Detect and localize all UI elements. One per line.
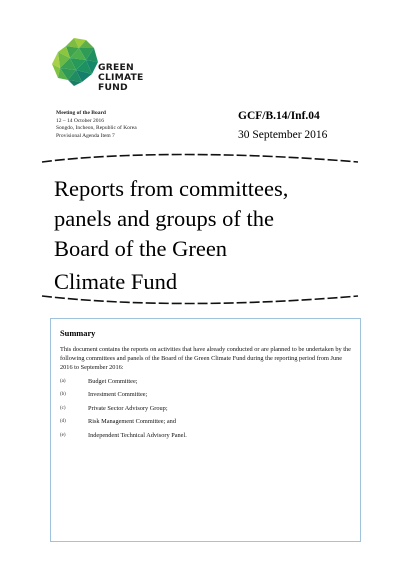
meeting-title: Meeting of the Board: [56, 110, 106, 116]
list-text: Independent Technical Advisory Panel.: [88, 431, 187, 439]
wave-divider-icon: [40, 150, 360, 166]
list-marker: (a): [60, 378, 66, 384]
summary-list: [60, 378, 351, 440]
list-marker: (d): [60, 419, 66, 425]
document-title: [54, 174, 374, 297]
logo-wordmark: [98, 63, 144, 93]
wave-divider-icon: [40, 292, 360, 308]
agenda-item: Provisional Agenda Item 7: [56, 132, 115, 139]
list-text: Investment Committee;: [88, 391, 148, 399]
title-line: Board of the Green: [54, 236, 228, 261]
document-date: 30 September 2016: [238, 129, 328, 141]
list-marker: (b): [60, 392, 66, 398]
list-text: Risk Management Committee; and: [88, 418, 176, 426]
document-reference: GCF/B.14/Inf.04: [238, 110, 320, 122]
title-line: panels and groups of the: [54, 206, 274, 231]
list-text: Budget Committee;: [88, 377, 138, 385]
meeting-info: [56, 110, 137, 140]
list-item: [60, 405, 351, 413]
title-line: Climate Fund: [54, 269, 178, 294]
list-marker: (c): [60, 405, 66, 411]
meeting-location: Songdo, Incheon, Republic of Korea: [56, 125, 137, 132]
list-item: [60, 432, 351, 440]
list-item: [60, 418, 351, 426]
list-text: Private Sector Advisory Group;: [88, 404, 168, 412]
summary-body: This document contains the reports on activities that have already conducted or are planned to be undertaken by the following committees and panels of the Board of the Green Climate Fund during the reporting period from June 2016 to September 2016:: [60, 346, 351, 372]
list-item: [60, 378, 351, 386]
logo-line-climate: CLIMATE: [98, 72, 144, 83]
meeting-dates: 12 – 14 October 2016: [56, 117, 104, 124]
list-marker: (e): [60, 432, 66, 438]
list-item: [60, 391, 351, 399]
summary-box: [50, 318, 361, 542]
title-line: Reports from committees,: [54, 176, 289, 201]
logo-line-fund: FUND: [98, 82, 128, 93]
summary-heading: Summary: [60, 329, 96, 338]
logo-line-green: GREEN: [98, 62, 134, 73]
